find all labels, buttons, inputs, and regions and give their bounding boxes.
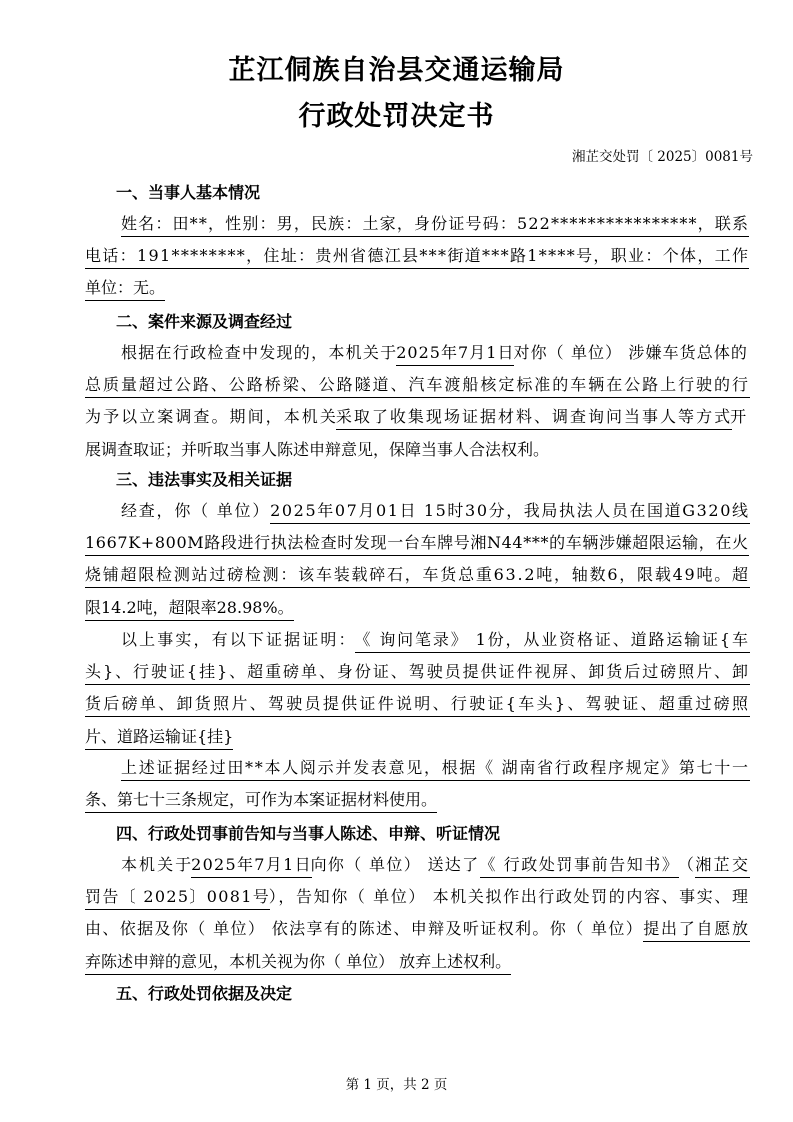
underlined-text: 罚告〔 2025〕0081号 <box>85 885 270 910</box>
body-text: 以上事实，有以下证据证明： <box>121 630 357 649</box>
notice-line <box>0 950 793 980</box>
section-heading-source: 二、案件来源及调查经过 <box>116 312 293 331</box>
underlined-text: 提出了自愿放 <box>643 917 750 942</box>
facts-line <box>0 596 793 626</box>
underlined-text: 上述证据经过田**本人阅示并发表意见，根据《 湖南省行政程序规定》第七十一 <box>121 756 750 781</box>
party-line <box>0 212 793 242</box>
body-text: 开 <box>730 407 749 427</box>
underlined-text: 2025年07月01日 15时30分，我局执法人员在国道G320线 <box>270 499 750 524</box>
evidence-line <box>0 628 793 658</box>
source-line <box>0 405 793 435</box>
underlined-text: 电话：191********，住址：贵州省德江县***街道***路1****号，职业：个体，工作 <box>85 244 749 269</box>
section-heading-decision: 五、行政处罚依据及决定 <box>116 984 293 1003</box>
evidence-line <box>0 660 793 690</box>
body-text: ），告知你（ 单位） 本机关拟作出行政处罚的内容、事实、理 <box>268 887 750 907</box>
document-type-title: 行政处罚决定书 <box>298 101 495 132</box>
section-heading-notice: 四、行政处罚事前告知与当事人陈述、申辩、听证情况 <box>116 824 501 843</box>
underlined-text: 湘芷交 <box>695 853 750 878</box>
underlined-text: 条、第七十三条规定，可作为本案证据材料使用。 <box>85 788 437 813</box>
source-line <box>0 373 793 403</box>
underlined-text: 总质量超过公路、公路桥梁、公路隧道、汽车渡船核定标准的车辆在公路上行驶的行 <box>85 373 750 398</box>
source-line <box>0 438 793 468</box>
underlined-text: 《 询问笔录》 1份，从业资格证、道路运输证{车 <box>355 628 750 653</box>
evidence-review-line <box>0 756 793 786</box>
body-text: 本机关于 <box>121 855 194 874</box>
underlined-text: 2025年7月1日 <box>396 341 514 366</box>
body-text: 由、依据及你（ 单位） 依法享有的陈述、申辩及听证权利。你（ 单位） <box>85 919 644 939</box>
section-heading-party: 一、当事人基本情况 <box>116 183 261 202</box>
underlined-text: 姓名：田**，性别：男，民族：土家，身份证号码：522****************，联系 <box>121 212 749 237</box>
underlined-text: 采取了收集现场证据材料、调查询问当事人等方式 <box>336 405 732 430</box>
evidence-line <box>0 692 793 722</box>
party-line <box>0 244 793 274</box>
body-text: 展调查取证；并听取当事人陈述申辩意见，保障当事人合法权利。 <box>85 439 550 459</box>
party-line <box>0 276 793 306</box>
notice-line <box>0 917 793 947</box>
body-text: 经查，你（ 单位） <box>121 501 271 520</box>
notice-line <box>0 853 793 883</box>
page-title: 芷江侗族自治县交通运输局 <box>228 55 565 86</box>
body-text: 向你（ 单位） 送达了 <box>310 855 480 874</box>
document-number: 湘芷交处罚〔 2025〕0081号 <box>571 149 753 165</box>
underlined-text: 2025年7月1日 <box>191 853 312 878</box>
facts-line <box>0 531 793 561</box>
underlined-text: 限14.2吨，超限率28.98%。 <box>85 596 294 621</box>
body-text: 根据在行政检查中发现的，本机关于 <box>121 343 398 362</box>
notice-line <box>0 885 793 915</box>
evidence-line <box>0 725 793 755</box>
underlined-text: 头}、行驶证{挂}、超重磅单、身份证、驾驶员提供证件视屏、卸货后过磅照片、卸 <box>85 660 750 685</box>
facts-line <box>0 499 793 529</box>
page-footer: 第 1 页，共 2 页 <box>345 1077 448 1093</box>
source-line <box>0 341 793 371</box>
underlined-text: 片、道路运输证{挂} <box>85 725 233 750</box>
body-text: 为予以立案调查。期间，本机关 <box>85 407 338 427</box>
underlined-text: 烧铺超限检测站过磅检测：该车装载碎石，车货总重63.2吨，轴数6，限载49吨。超 <box>85 563 750 588</box>
body-text: 对你（ 单位） 涉嫌车货总体的 <box>513 343 749 362</box>
underlined-text: 《 行政处罚事前告知书》 <box>480 853 680 878</box>
facts-line <box>0 563 793 593</box>
underlined-text: 货后磅单、卸货照片、驾驶员提供证件说明、行驶证{车头}、驾驶证、超重过磅照 <box>85 692 750 717</box>
section-heading-facts: 三、违法事实及相关证据 <box>116 470 293 489</box>
underlined-text: 单位：无。 <box>85 276 165 301</box>
underlined-text: 1667K+800M路段进行执法检查时发现一台车牌号湘N44***的车辆涉嫌超限运输，在火 <box>85 531 749 556</box>
evidence-review-line <box>0 788 793 818</box>
underlined-text: 弃陈述申辩的意见，本机关视为你（ 单位） 放弃上述权利。 <box>85 950 511 975</box>
body-text: （ <box>677 855 696 874</box>
